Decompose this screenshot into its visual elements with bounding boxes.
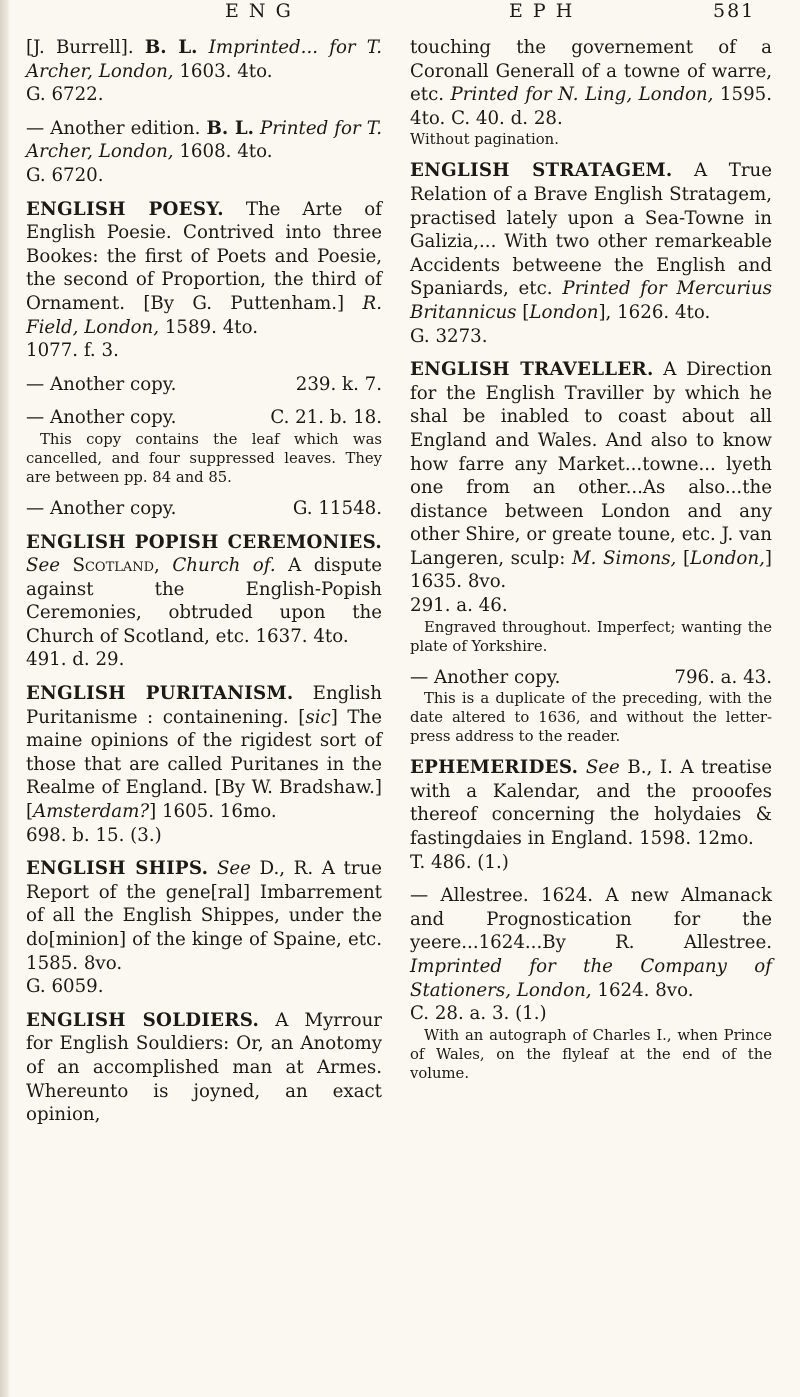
left-column [26, 36, 382, 1137]
shelfmark: C. 21. b. 18. [270, 407, 382, 429]
catalogue-entry-english-ships: ENGLISH SHIPS. See D., R. A true Report of the gene[ral] Imbarrement of all the English Shippes, under the do[minion] of the kinge of Spaine, etc. 1585. 8vo. G. 6059. [26, 858, 382, 998]
shelfmark: C. 28. a. 3. (1.) [410, 1003, 547, 1025]
catalogue-entry-ephemerides: EPHEMERIDES. See B., I. A treatise with a Kalendar, and the prooofes thereof concerning the holydaies & fastingdaies in England. 1598. 12mo. T. 486. (1.) [410, 757, 772, 873]
headword: ENGLISH POPISH CEREMONIES. [26, 531, 382, 553]
shelfmark: C. 40. d. 28. [445, 107, 563, 129]
headword: ENGLISH POESY. [26, 198, 224, 220]
shelfmark: 1077. f. 3. [26, 340, 119, 362]
shelfmark: 698. b. 15. (3.) [26, 824, 162, 846]
running-header [0, 0, 800, 40]
shelfmark: 239. k. 7. [295, 373, 382, 395]
header-left-keyword: E N G [225, 0, 293, 22]
right-column [410, 36, 772, 1093]
catalogue-subentry-allestree: — Allestree. 1624. A new Almanack and Prognostication for the yeere...1624...By R. Allestree. Imprinted for the Company of Stationers, London, 1624. 8vo. C. 28. a. 3. (1.) With an autograph of Charles I., when Prince of Wales, on the flyleaf at the end of the volume. [410, 885, 772, 1082]
headword: EPHEMERIDES. [410, 757, 579, 779]
headword: ENGLISH TRAVELLER. [410, 359, 654, 381]
shelfmark: 491. d. 29. [26, 649, 125, 671]
catalogue-subentry: — Another copy. 796. a. 43. This is a duplicate of the preceding, with the date altered to 1636, and without the letter-press address to the reader. [410, 666, 772, 746]
catalogue-entry-english-puritanism: ENGLISH PURITANISM. English Puritanisme : containening. [sic] The maine opinions of the rigidest sort of those that are called Puritanes in the Realme of England. [By W. Bradshaw.] [Amsterdam?] 1605. 16mo. 698. b. 15. (3.) [26, 683, 382, 846]
shelfmark: G. 6059. [26, 976, 104, 998]
shelfmark: G. 6720. [26, 164, 104, 186]
shelfmark: G. 3273. [410, 325, 488, 347]
catalogue-subentry: — Another copy. G. 11548. [26, 497, 382, 519]
page-gutter-shadow [0, 0, 10, 1397]
shelfmark: 796. a. 43. [674, 666, 772, 688]
copy-note: This is a duplicate of the preceding, with the date altered to 1636, and without the letter-press address to the reader. [410, 690, 772, 746]
copy-note: With an autograph of Charles I., when Prince of Wales, on the flyleaf at the end of the volume. [410, 1026, 772, 1082]
shelfmark: T. 486. (1.) [410, 851, 509, 873]
copy-note: This copy contains the leaf which was cancelled, and four suppressed leaves. They are between pp. 84 and 85. [26, 430, 382, 486]
catalogue-entry-english-traveller: ENGLISH TRAVELLER. A Direction for the English Traviller by which he shal be inabled to coast about all England and Wales. And also to know how farre any Market...towne... lyeth one from an other...As also...the distance between London and any other Shire, or greate toune, etc. J. van Langeren, sculp: M. Simons, [London,] 1635. 8vo. 291. a. 46. Engraved throughout. Imperfect; wanting the plate of Yorkshire. [410, 359, 772, 655]
copy-note: Without pagination. [410, 131, 559, 149]
catalogue-entry-english-soldiers: ENGLISH SOLDIERS. A Myrrour for English Souldiers: Or, an Anotomy of an accomplished man at Armes. Whereunto is joyned, an exact opinion, [26, 1009, 382, 1126]
headword: ENGLISH PURITANISM. [26, 683, 294, 705]
header-right-keyword: E P H [509, 0, 575, 22]
catalogue-entry: [J. Burrell]. B. L. Imprinted... for T. Archer, London, 1603. 4to. G. 6722. [26, 37, 383, 106]
catalogue-subentry: — Another copy. 239. k. 7. [26, 373, 382, 395]
copy-note: Engraved throughout. Imperfect; wanting the plate of Yorkshire. [410, 618, 772, 655]
shelfmark: 291. a. 46. [410, 595, 508, 617]
catalogue-entry-english-popish-ceremonies: ENGLISH POPISH CEREMONIES. See Scotland, Church of. A dispute against the English-Popish Ceremonies, obtruded upon the Church of Scotland, etc. 1637. 4to. 491. d. 29. [26, 531, 382, 671]
headword: ENGLISH SHIPS. [26, 858, 209, 880]
catalogue-entry-english-stratagem: ENGLISH STRATAGEM. A True Relation of a Brave English Stratagem, practised lately upon a Sea-Towne in Galizia,... With two other remarkeable Accidents betweene the English and Spaniards, etc. Printed for Mercurius Britannicus [London], 1626. 4to. G. 3273. [410, 160, 772, 347]
headword: ENGLISH STRATAGEM. [410, 160, 673, 182]
shelfmark: G. 11548. [292, 497, 382, 519]
catalogue-entry-continuation: touching the governement of a Coronall Generall of a towne of warre, etc. Printed for N. Ling, London, 1595. 4to. C. 40. d. 28. Without pagination. [410, 37, 772, 149]
page-number: 581 [713, 0, 756, 22]
catalogue-entry: — Another edition. B. L. Printed for T. Archer, London, 1608. 4to. G. 6720. [26, 117, 382, 186]
catalogue-entry-english-poesy: ENGLISH POESY. The Arte of English Poesie. Contrived into three Bookes: the first of Poets and Poesie, the second of Proportion, the third of Ornament. [By G. Puttenham.] R. Field, London, 1589. 4to. 1077. f. 3. [26, 198, 382, 362]
shelfmark: G. 6722. [26, 84, 104, 106]
headword: ENGLISH SOLDIERS. [26, 1009, 260, 1031]
catalogue-subentry: — Another copy. C. 21. b. 18. This copy contains the leaf which was cancelled, and four suppressed leaves. They are between pp. 84 and 85. [26, 407, 382, 486]
